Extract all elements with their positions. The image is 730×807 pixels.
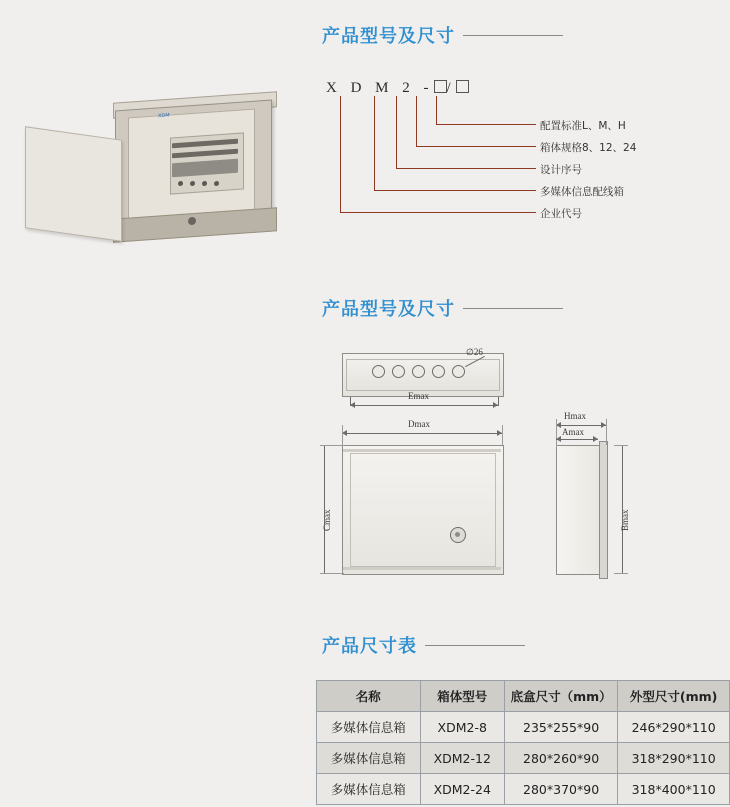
section-heading-dimensions-text: 产品型号及尺寸 <box>322 299 455 320</box>
leader-horizontal-4 <box>374 190 536 191</box>
model-label-1: 配置标准L、M、H <box>540 120 626 132</box>
leader-vertical-2 <box>416 96 417 146</box>
table-header-row <box>317 681 730 712</box>
heading-rule <box>463 308 563 309</box>
model-code-diagram <box>316 70 726 240</box>
table-cell-model: XDM2-12 <box>420 743 504 774</box>
hmax-ext-left <box>556 419 557 447</box>
amax-arrow-right <box>593 436 598 442</box>
model-code-text <box>326 80 469 97</box>
leader-vertical-4 <box>374 96 375 190</box>
model-code-box-2 <box>456 80 469 93</box>
table-header-cell: 名称 <box>317 681 421 712</box>
emax-label: Emax <box>408 391 429 401</box>
section-heading-dimensions <box>322 295 563 321</box>
emax-dim-line <box>350 405 498 406</box>
dimension-table <box>316 680 730 805</box>
amax-dim-line <box>556 439 598 440</box>
cabinet-logo: XDM <box>158 112 170 120</box>
cmax-label: Cmax <box>322 509 332 531</box>
emax-tick-left <box>350 397 351 406</box>
emax-tick-right <box>498 397 499 406</box>
dimension-drawing <box>316 345 726 610</box>
bmax-label: Bmax <box>620 509 630 531</box>
product-photo <box>10 95 275 260</box>
cmax-ext-top <box>320 445 344 446</box>
leader-vertical-5 <box>340 96 341 212</box>
table-row <box>317 743 730 774</box>
knockout-hole <box>432 365 445 378</box>
heading-rule <box>425 645 525 646</box>
table-cell-model: XDM2-8 <box>420 712 504 743</box>
leader-horizontal-2 <box>416 146 536 147</box>
table-cell-model: XDM2-24 <box>420 774 504 805</box>
dmax-ext-left <box>342 425 343 447</box>
dmax-label: Dmax <box>408 419 430 429</box>
table-header-cell: 外型尺寸(mm) <box>618 681 730 712</box>
table-cell-outer-size: 246*290*110 <box>618 712 730 743</box>
table-header-cell: 底盒尺寸（mm） <box>504 681 617 712</box>
cabinet-door <box>25 126 122 242</box>
model-label-5: 企业代号 <box>540 208 582 220</box>
section-heading-table <box>322 632 525 658</box>
section-heading-model <box>322 22 563 48</box>
table-header-cell: 箱体型号 <box>420 681 504 712</box>
leader-horizontal-3 <box>396 168 536 169</box>
table-cell-outer-size: 318*400*110 <box>618 774 730 805</box>
table-cell-outer-size: 318*290*110 <box>618 743 730 774</box>
front-view-inner-outline <box>350 453 496 567</box>
leader-horizontal-1 <box>436 124 536 125</box>
model-code-box-1 <box>434 80 447 93</box>
table-cell-inner-size: 280*260*90 <box>504 743 617 774</box>
model-code-slash: / <box>446 80 456 96</box>
table-cell-name: 多媒体信息箱 <box>317 774 421 805</box>
amax-arrow-left <box>556 436 561 442</box>
leader-vertical-1 <box>436 96 437 124</box>
hmax-label: Hmax <box>564 411 586 421</box>
leader-horizontal-5 <box>340 212 536 213</box>
front-view-band-bottom <box>343 567 501 570</box>
dmax-dim-line <box>342 433 502 434</box>
knockout-hole <box>372 365 385 378</box>
hmax-ext-right <box>606 419 607 445</box>
knockout-hole <box>452 365 465 378</box>
hole-diameter-label: ∅26 <box>466 347 483 357</box>
amax-label: Amax <box>562 427 584 437</box>
bmax-ext-top <box>614 445 628 446</box>
model-code-prefix: X D M 2 - <box>326 80 434 96</box>
section-heading-table-text: 产品尺寸表 <box>322 636 417 657</box>
model-label-2: 箱体规格8、12、24 <box>540 142 637 154</box>
knockout-hole <box>392 365 405 378</box>
heading-rule <box>463 35 563 36</box>
side-view-door-flap <box>599 441 608 579</box>
leader-vertical-3 <box>396 96 397 168</box>
table-cell-inner-size: 235*255*90 <box>504 712 617 743</box>
model-label-4: 多媒体信息配线箱 <box>540 186 624 198</box>
table-cell-inner-size: 280*370*90 <box>504 774 617 805</box>
knockout-hole <box>412 365 425 378</box>
table-row <box>317 774 730 805</box>
section-heading-model-text: 产品型号及尺寸 <box>322 26 455 47</box>
hmax-dim-line <box>556 425 606 426</box>
door-lock-knob <box>450 527 466 543</box>
table-row <box>317 712 730 743</box>
dmax-ext-right <box>502 425 503 447</box>
table-cell-name: 多媒体信息箱 <box>317 712 421 743</box>
model-label-3: 设计序号 <box>540 164 582 176</box>
front-view-band-top <box>343 449 501 452</box>
table-cell-name: 多媒体信息箱 <box>317 743 421 774</box>
cmax-ext-bottom <box>320 573 344 574</box>
bmax-ext-bottom <box>614 573 628 574</box>
